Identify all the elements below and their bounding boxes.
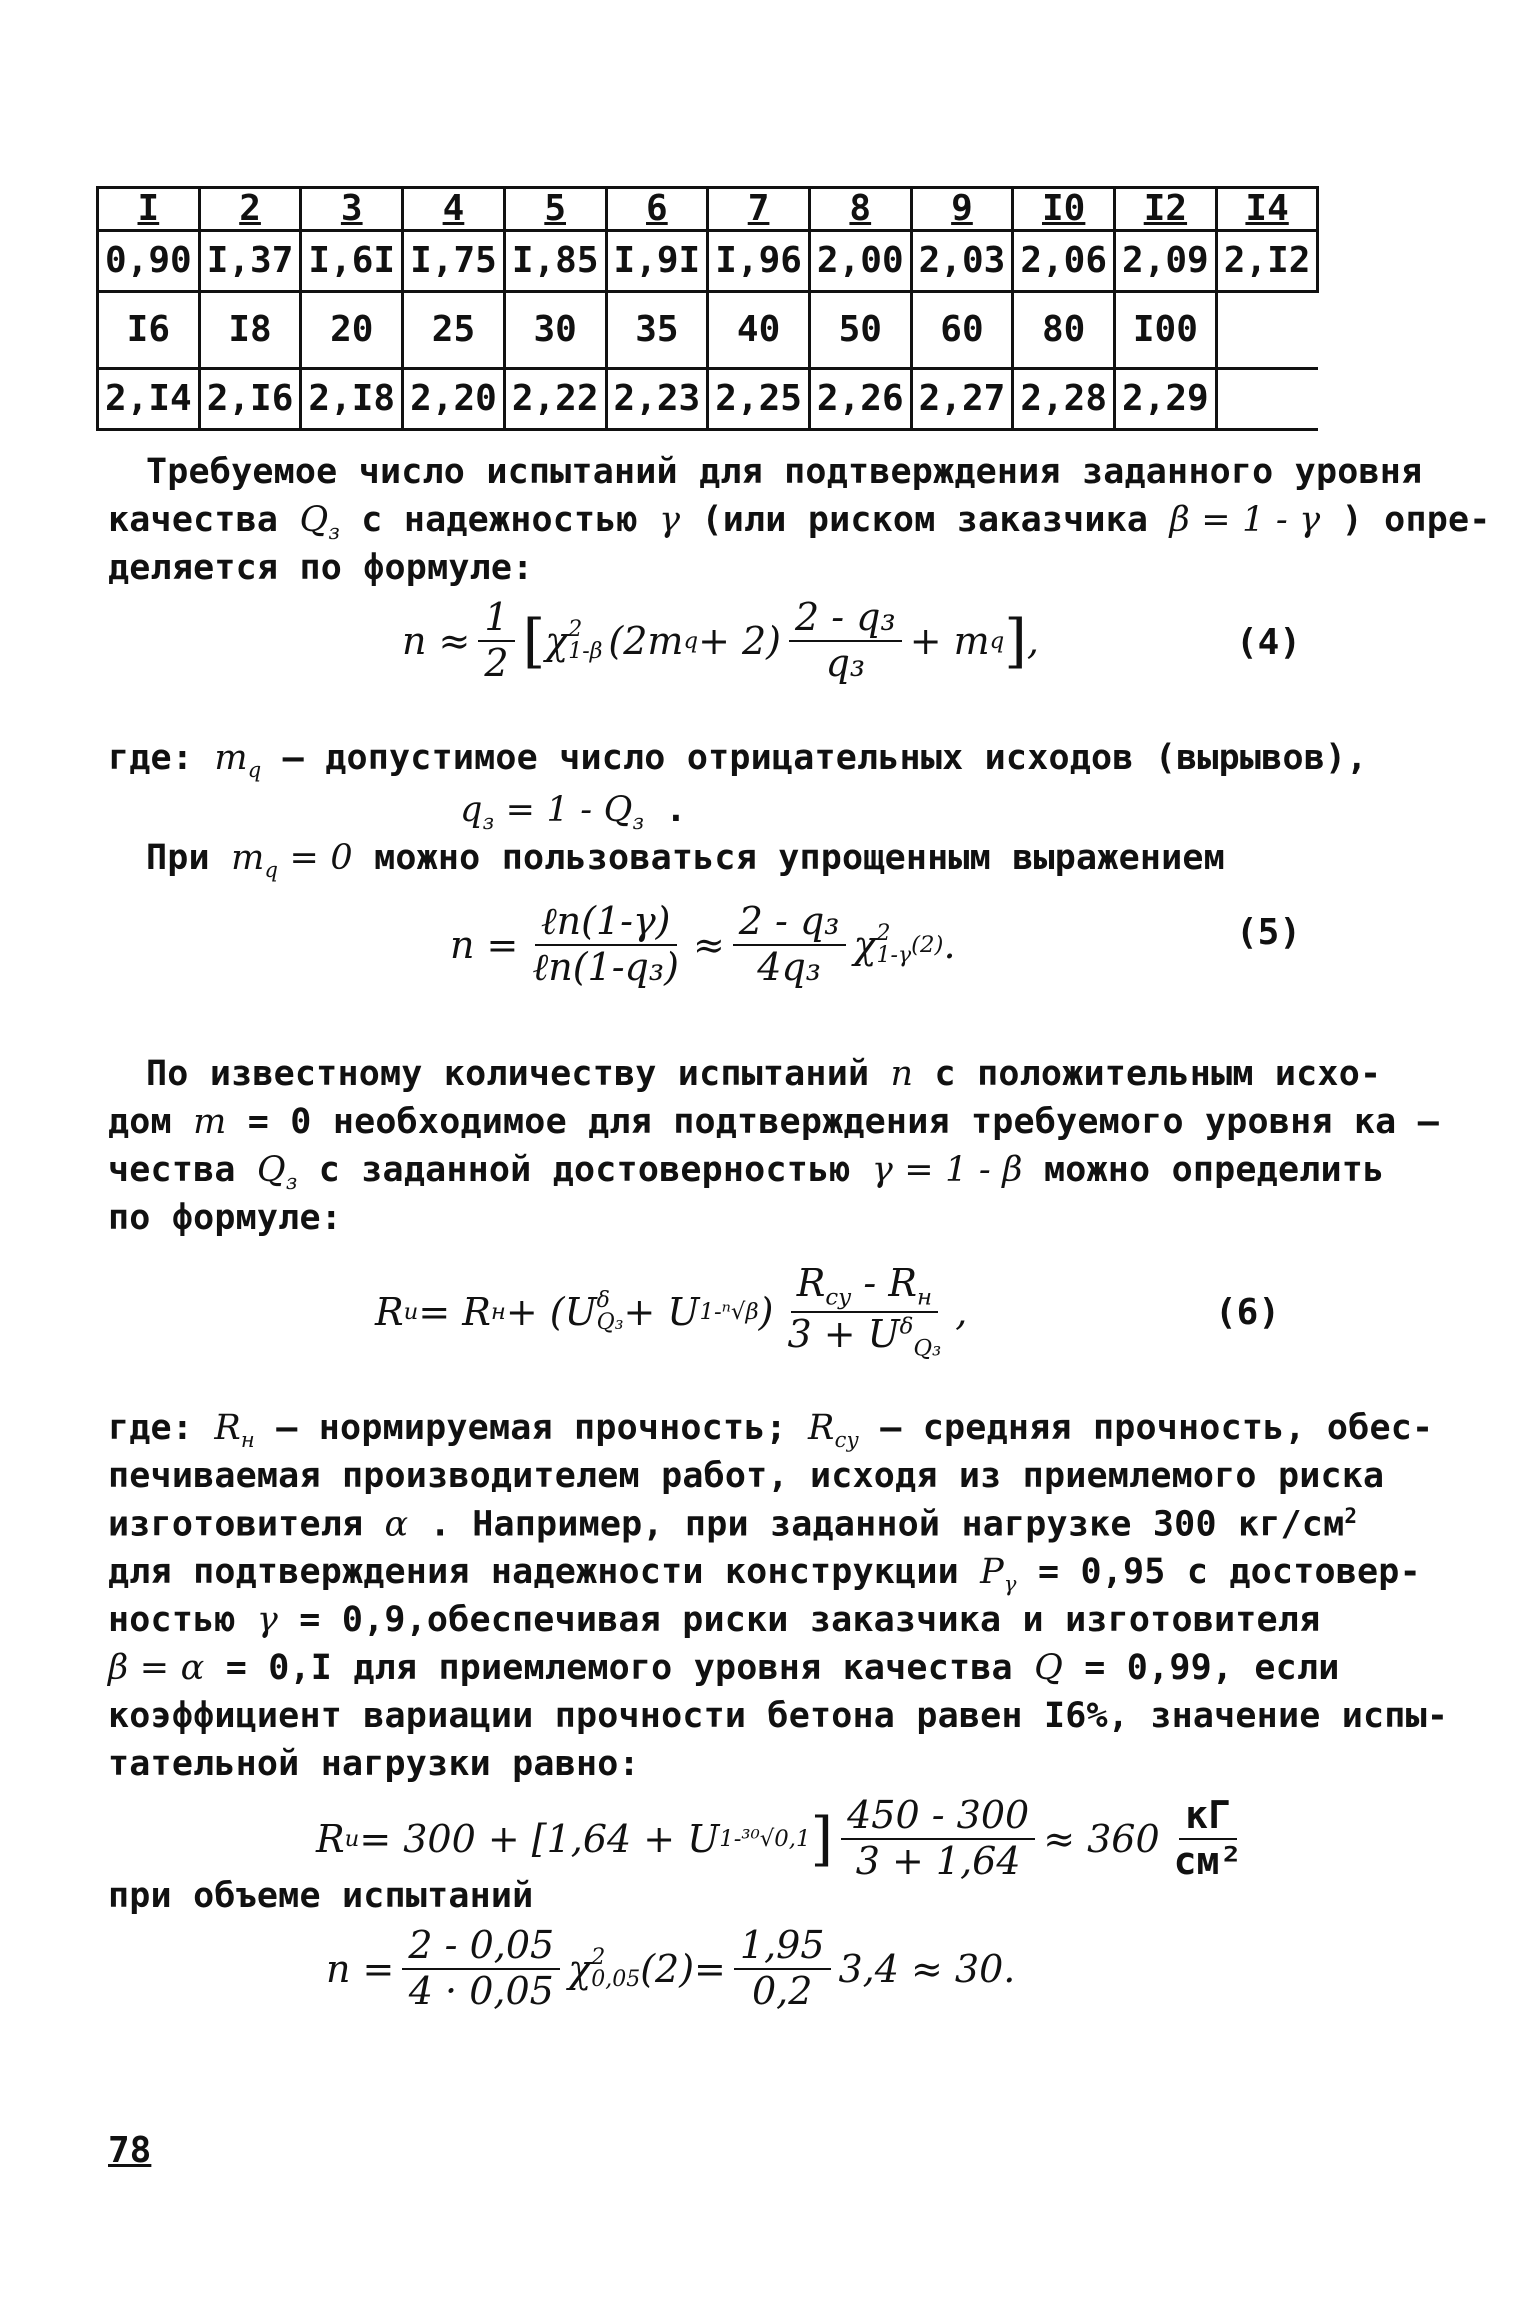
- formula-n-example: [326, 1924, 1015, 2013]
- fraction-numerator: ℓn(1-γ): [535, 900, 677, 946]
- bracket-close: ]: [810, 1804, 834, 1873]
- table-cell: 50: [809, 292, 911, 369]
- table-cell: 2: [199, 188, 301, 231]
- text-line: [108, 548, 533, 588]
- formula-ru-example: [316, 1794, 1256, 1883]
- text-line: [108, 1648, 1340, 1688]
- table-cell: I8: [199, 292, 301, 369]
- table-cell: 2,27: [911, 369, 1013, 430]
- math-symbol: ≈ 360: [1043, 1816, 1160, 1861]
- fraction-denominator: см²: [1173, 1838, 1243, 1883]
- text-span: коэффициент вариации прочности бетона равен I6%, значение испы-: [108, 1696, 1449, 1736]
- text-span: = 0,99, если: [1062, 1648, 1340, 1688]
- math-subscript: 0,05: [591, 1966, 641, 1992]
- text-line: [108, 1102, 1439, 1142]
- math-symbol: γ = 1 - β: [871, 1150, 1023, 1190]
- math-symbol: χ: [568, 1946, 592, 1991]
- fraction-denominator: 4 · 0,05: [408, 1968, 554, 2013]
- math-symbol: χ: [853, 922, 877, 967]
- text-span: = 0,95 с достовер-: [1016, 1552, 1421, 1592]
- table-cell: 9: [911, 188, 1013, 231]
- table-cell: 2,29: [1115, 369, 1217, 430]
- text-span: По известному количеству испытаний: [146, 1054, 891, 1094]
- text-line: [146, 838, 1225, 882]
- text-line: [146, 452, 1422, 492]
- text-span: = 0,9,обеспечивая риски заказчика и изготовителя: [278, 1600, 1321, 1640]
- math-symbol: .: [943, 922, 956, 967]
- math-symbol: ): [758, 1289, 774, 1334]
- text-line: [108, 1552, 1421, 1596]
- table-cell: I00: [1115, 292, 1217, 369]
- page-number: 78: [108, 2130, 152, 2171]
- text-span: по формуле:: [108, 1198, 342, 1238]
- math-subscript: и: [344, 1825, 360, 1852]
- text-line: [460, 790, 687, 834]
- text-span: с заданной достоверностью: [297, 1150, 872, 1190]
- math-symbol: - R: [851, 1261, 917, 1305]
- table-cell: 8: [809, 188, 911, 231]
- table-cell: 2,00: [809, 231, 911, 292]
- math-symbol: + U: [623, 1289, 700, 1334]
- math-symbol: P: [980, 1552, 1004, 1592]
- text-span: – средняя прочность, обес-: [858, 1408, 1434, 1448]
- quantile-table: [96, 186, 1319, 431]
- table-cell: 2,22: [504, 369, 606, 430]
- text-span: изготовителя: [108, 1504, 385, 1545]
- text-span: .: [644, 790, 687, 830]
- fraction: [781, 1262, 947, 1362]
- fraction: [733, 900, 846, 989]
- math-subscript: 1-³⁰√0,1: [719, 1825, 811, 1852]
- fraction-numerator: 1: [478, 596, 514, 642]
- fraction-denominator: 3 + 1,64: [855, 1838, 1021, 1883]
- math-symbol: = 0: [278, 838, 353, 878]
- table-cell: 20: [301, 292, 403, 369]
- text-line: [108, 1876, 533, 1916]
- math-superscript: 2: [568, 616, 583, 642]
- text-line: [108, 1198, 342, 1238]
- table-cell: I,9I: [606, 231, 708, 292]
- table-cell: 2,09: [1115, 231, 1217, 292]
- math-subscript: Q₃: [596, 1309, 624, 1335]
- text-line: [108, 1600, 1320, 1640]
- text-span: ) опре-: [1320, 500, 1491, 540]
- table-cell: 5: [504, 188, 606, 231]
- math-subscript: з: [285, 1170, 298, 1194]
- table-cell: I0: [1013, 188, 1115, 231]
- table-cell: 80: [1013, 292, 1115, 369]
- math-subscript: q: [989, 627, 1005, 654]
- math-symbol: α: [384, 1504, 409, 1545]
- script-stack: [596, 1287, 624, 1335]
- math-subscript: q: [683, 627, 699, 654]
- bracket-close: ]: [1004, 606, 1027, 675]
- math-symbol: + m: [909, 618, 990, 663]
- math-symbol: =: [694, 1946, 726, 1991]
- math-symbol: R: [375, 1289, 404, 1334]
- text-span: необходимое для подтверждения требуемого уровня ка –: [311, 1102, 1439, 1142]
- table-cell: 2,03: [911, 231, 1013, 292]
- math-superscript: δ: [596, 1287, 610, 1313]
- table-cell: 6: [606, 188, 708, 231]
- math-symbol: γ: [659, 500, 681, 540]
- fraction: [526, 900, 685, 989]
- table-cell: I,96: [708, 231, 810, 292]
- table-row: [98, 188, 1318, 231]
- math-subscript: 1-β: [568, 638, 603, 664]
- math-subscript: и: [403, 1298, 419, 1325]
- text-span: ностью: [108, 1600, 257, 1640]
- table-cell: 60: [911, 292, 1013, 369]
- fraction-denominator: 0,2: [751, 1968, 813, 2013]
- text-line: [108, 738, 1368, 782]
- fraction-denominator: 2: [484, 640, 509, 685]
- text-span: – нормируемая прочность;: [254, 1408, 809, 1448]
- table-cell: I2: [1115, 188, 1217, 231]
- fraction-numerator: [791, 1262, 938, 1313]
- math-subscript: су: [834, 1428, 859, 1452]
- table-cell: I,85: [504, 231, 606, 292]
- math-symbol: R: [214, 1408, 241, 1448]
- math-subscript: н: [916, 1284, 932, 1311]
- equation-number: (5): [1236, 912, 1302, 953]
- text-line: [108, 1150, 1384, 1194]
- formula-5: [450, 900, 956, 989]
- math-symbol: q: [460, 790, 483, 830]
- table-cell: 2,28: [1013, 369, 1115, 430]
- math-symbol: m: [193, 1102, 227, 1142]
- text-line: [108, 1408, 1433, 1452]
- table-row: [98, 369, 1318, 430]
- table-cell: 2,I2: [1216, 231, 1318, 292]
- math-superscript: δ: [899, 1313, 914, 1340]
- text-span: Требуемое число испытаний для подтверждения заданного уровня: [146, 452, 1423, 492]
- table-cell: 2,23: [606, 369, 708, 430]
- math-subscript: з: [632, 810, 645, 834]
- table-row: [98, 292, 1318, 369]
- table-cell: [1216, 292, 1318, 369]
- text-span: деляется по формуле:: [108, 548, 534, 588]
- equation-number: (4): [1236, 622, 1302, 663]
- math-symbol: ,: [1026, 618, 1039, 663]
- math-symbol: Q: [1034, 1648, 1063, 1688]
- table-cell: [1216, 369, 1318, 430]
- text-span: печиваемая производителем работ, исходя из приемлемого риска: [108, 1456, 1385, 1496]
- fraction: [841, 1794, 1035, 1883]
- fraction-denominator: q₃: [825, 640, 866, 685]
- text-span: где:: [108, 738, 215, 778]
- math-symbol: R: [808, 1408, 835, 1448]
- text-line: [108, 1456, 1384, 1496]
- formula-4: [402, 596, 1039, 685]
- table-cell: 30: [504, 292, 606, 369]
- table-row: [98, 231, 1318, 292]
- math-symbol: = 1 - Q: [494, 790, 633, 830]
- text-line: [108, 1504, 1357, 1545]
- math-argument: (2): [911, 931, 944, 958]
- table-cell: 2,25: [708, 369, 810, 430]
- fraction-numerator: 450 - 300: [841, 1794, 1035, 1840]
- table-cell: I,6I: [301, 231, 403, 292]
- math-symbol: R: [796, 1261, 826, 1305]
- text-span: = 0,I для приемлемого уровня качества: [204, 1648, 1035, 1688]
- text-span: где:: [108, 1408, 215, 1448]
- math-symbol: β = α: [108, 1648, 205, 1688]
- text-span: . Например, при заданной нагрузке 300 кг/см: [408, 1504, 1345, 1545]
- fraction: [734, 1924, 831, 2013]
- formula-6: [375, 1262, 967, 1362]
- text-span: можно определить: [1022, 1150, 1385, 1190]
- table-cell: 2,I6: [199, 369, 301, 430]
- fraction-numerator: 2 - q₃: [789, 596, 902, 642]
- fraction: [402, 1924, 560, 2013]
- text-span: чества: [108, 1150, 257, 1190]
- text-line: [108, 1696, 1448, 1736]
- script-stack: [591, 1944, 641, 1992]
- math-subscript: Q₃: [913, 1335, 942, 1362]
- math-subscript: з: [328, 520, 341, 544]
- table-cell: 7: [708, 188, 810, 231]
- math-superscript: 2: [591, 1944, 606, 1970]
- text-span: для подтверждения надежности конструкции: [108, 1552, 981, 1592]
- fraction-denominator: 4q₃: [757, 944, 822, 989]
- text-line: [108, 500, 1491, 544]
- table-cell: 0,90: [98, 231, 200, 292]
- bracket-open: [: [522, 606, 546, 675]
- math-subscript: з: [482, 810, 495, 834]
- math-argument: (2): [640, 1946, 695, 1991]
- table-cell: 3: [301, 188, 403, 231]
- math-symbol: n =: [450, 922, 519, 967]
- text-span: дом: [108, 1102, 194, 1142]
- table-cell: I4: [1216, 188, 1318, 231]
- table-cell: 4: [403, 188, 505, 231]
- math-subscript: q: [264, 858, 279, 882]
- text-span: При: [146, 838, 232, 878]
- text-span: с положительным исхо-: [913, 1054, 1382, 1094]
- table-cell: 2,I8: [301, 369, 403, 430]
- math-symbol: m: [214, 738, 248, 778]
- fraction: [478, 596, 514, 685]
- fraction-denominator: [781, 1313, 947, 1362]
- text-span: = 0: [226, 1102, 312, 1142]
- math-symbol: γ: [256, 1600, 279, 1640]
- text-line: [146, 1054, 1381, 1094]
- table-cell: 2,I4: [98, 369, 200, 430]
- text-span: тательной нагрузки равно:: [108, 1744, 640, 1784]
- math-symbol: n ≈: [402, 618, 471, 663]
- text-span: с надежностью: [340, 500, 660, 540]
- math-symbol: = 300 + [1,64 + U: [359, 1816, 720, 1861]
- math-symbol: 3,4 ≈ 30.: [838, 1946, 1016, 1991]
- math-symbol: m: [231, 838, 265, 878]
- math-subscript: 1-ⁿ√β: [699, 1298, 759, 1325]
- table-cell: 2,06: [1013, 231, 1115, 292]
- math-subscript: 1-γ: [876, 942, 912, 968]
- table-cell: 40: [708, 292, 810, 369]
- math-symbol: n =: [326, 1946, 395, 1991]
- table-cell: 25: [403, 292, 505, 369]
- math-subscript: γ: [1003, 1572, 1017, 1596]
- math-symbol: n: [890, 1054, 914, 1094]
- table-cell: I,75: [403, 231, 505, 292]
- text-span: при объеме испытаний: [108, 1876, 534, 1916]
- table-cell: I6: [98, 292, 200, 369]
- equation-number: (6): [1215, 1292, 1281, 1333]
- script-stack: [568, 616, 603, 664]
- math-symbol: 3 + U: [787, 1311, 900, 1356]
- text-span: (или риском заказчика: [680, 500, 1170, 540]
- math-symbol: + 2): [698, 618, 781, 663]
- math-superscript: 2: [876, 920, 891, 946]
- fraction-numerator: 2 - 0,05: [402, 1924, 560, 1970]
- fraction-numerator: 1,95: [734, 1924, 831, 1970]
- text-span: качества: [108, 500, 300, 540]
- math-subscript: q: [247, 758, 262, 782]
- text-line: [108, 1744, 640, 1784]
- fraction-denominator: ℓn(1-q₃): [532, 944, 679, 989]
- math-symbol: χ: [545, 618, 569, 663]
- text-superscript: 2: [1344, 1504, 1358, 1528]
- math-symbol: Q: [256, 1150, 286, 1190]
- fraction-numerator: 2 - q₃: [733, 900, 846, 946]
- math-subscript: су: [825, 1284, 852, 1311]
- math-subscript: н: [490, 1298, 506, 1325]
- math-symbol: (2m: [608, 618, 684, 663]
- table-cell: I: [98, 188, 200, 231]
- math-symbol: β = 1 - γ: [1169, 500, 1321, 540]
- table-cell: 35: [606, 292, 708, 369]
- math-symbol: R: [316, 1816, 345, 1861]
- math-symbol: = R: [418, 1289, 491, 1334]
- math-subscript: н: [240, 1428, 255, 1452]
- math-symbol: ,: [955, 1289, 968, 1334]
- math-symbol: Q: [299, 500, 329, 540]
- fraction: [789, 596, 902, 685]
- table-cell: I,37: [199, 231, 301, 292]
- text-span: – допустимое число отрицательных исходов (вырывов),: [261, 738, 1368, 778]
- fraction-numerator: кГ: [1179, 1794, 1237, 1840]
- math-symbol: + (U: [505, 1289, 597, 1334]
- math-symbol: ≈: [692, 922, 725, 967]
- script-stack: [876, 920, 912, 968]
- unit-fraction: [1168, 1794, 1249, 1883]
- table-cell: 2,20: [403, 369, 505, 430]
- table-cell: 2,26: [809, 369, 911, 430]
- text-span: можно пользоваться упрощенным выражением: [352, 838, 1225, 878]
